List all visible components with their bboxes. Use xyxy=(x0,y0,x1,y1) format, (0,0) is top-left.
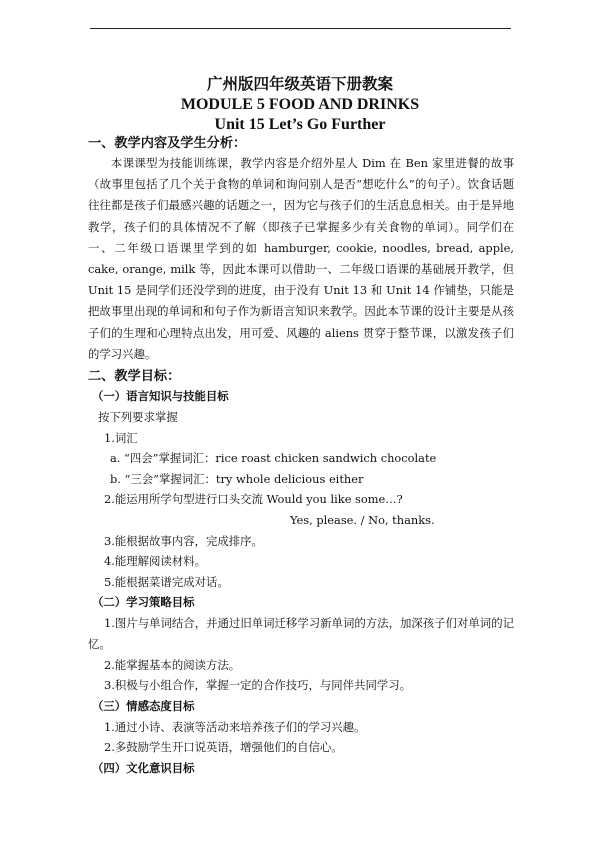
language-intro: 按下列要求掌握 xyxy=(98,410,178,425)
language-item-sentence-reply: Yes, please. / No, thanks. xyxy=(290,513,435,527)
subsection-heading-attitude: （三）情感态度目标 xyxy=(92,698,195,713)
language-item-vocabulary-b: b. “三会”掌握词汇：try whole delicious either xyxy=(110,471,364,486)
strategy-item-2: 2.能掌握基本的阅读方法。 xyxy=(104,657,241,672)
language-item-vocabulary-a: a. “四会”掌握词汇：rice roast chicken sandwich chocolate xyxy=(110,451,437,466)
analysis-paragraph: 本课课型为技能训练课，教学内容是介绍外星人 Dim 在 Ben 家里进餐的故事（故事里包括了几个关于食物的单词和询问别人是否“想吃什么”的句子）。饮食话题往往都是孩子们最感兴趣的话题之一，因为它与孩子们的生活息息相关。由于是异地教学，孩子们的具体情况不了解（即孩子已掌握多少有关食物的单词）。同学们在一、二年级口语课里学到的如 hamburger, cookie, noodles, bread, apple, cake, orange, milk 等，因此本课可以借助一、二年级口语课的基础展开教学，但 Unit 15 是同学们还没学到的进度，由于没有 Unit 13 和 Unit 14 作铺垫，只能是把故事里出现的单词和和句子作为新语言知识来教学。因此本节课的设计主要是从孩子们的生理和心理特点出发，用可爱、风趣的 aliens 贯穿于整节课，以激发孩子们的学习兴趣。 xyxy=(88,156,514,361)
attitude-item-2: 2.多鼓励学生开口说英语，增强他们的自信心。 xyxy=(104,740,343,755)
language-item-sentence: 2.能运用所学句型进行口头交流 Would you like some…? xyxy=(104,492,403,507)
attitude-item-1: 1.通过小诗、表演等活动来培养孩子们的学习兴趣。 xyxy=(104,719,366,734)
header-rule xyxy=(90,28,511,29)
document-title: 广州版四年级英语下册教案 xyxy=(206,74,393,93)
subsection-heading-strategy: （二）学习策略目标 xyxy=(92,595,195,610)
strategy-item-3: 3.积极与小组合作，掌握一定的合作技巧，与同伴共同学习。 xyxy=(104,678,412,693)
module-title: MODULE 5 FOOD AND DRINKS xyxy=(180,96,420,113)
language-item-reading: 4.能理解阅读材料。 xyxy=(104,554,206,569)
subsection-heading-culture: （四）文化意识目标 xyxy=(92,760,195,775)
section-heading-analysis: 一、教学内容及学生分析： xyxy=(88,136,247,151)
unit-title: Unit 15 Let’s Go Further xyxy=(214,116,386,133)
language-item-dialogue: 5.能根据菜谱完成对话。 xyxy=(104,574,229,589)
language-item-vocabulary: 1.词汇 xyxy=(104,430,138,445)
document-title-block xyxy=(0,73,600,135)
section-heading-objectives: 二、教学目标： xyxy=(88,369,181,385)
document-body xyxy=(88,134,514,779)
strategy-item-1: 1.图片与单词结合，并通过旧单词迁移学习新单词的方法，加深孩子们对单词的记忆。 xyxy=(88,616,514,651)
subsection-heading-language: （一）语言知识与技能目标 xyxy=(92,389,229,404)
language-item-ordering: 3.能根据故事内容，完成排序。 xyxy=(104,533,263,548)
